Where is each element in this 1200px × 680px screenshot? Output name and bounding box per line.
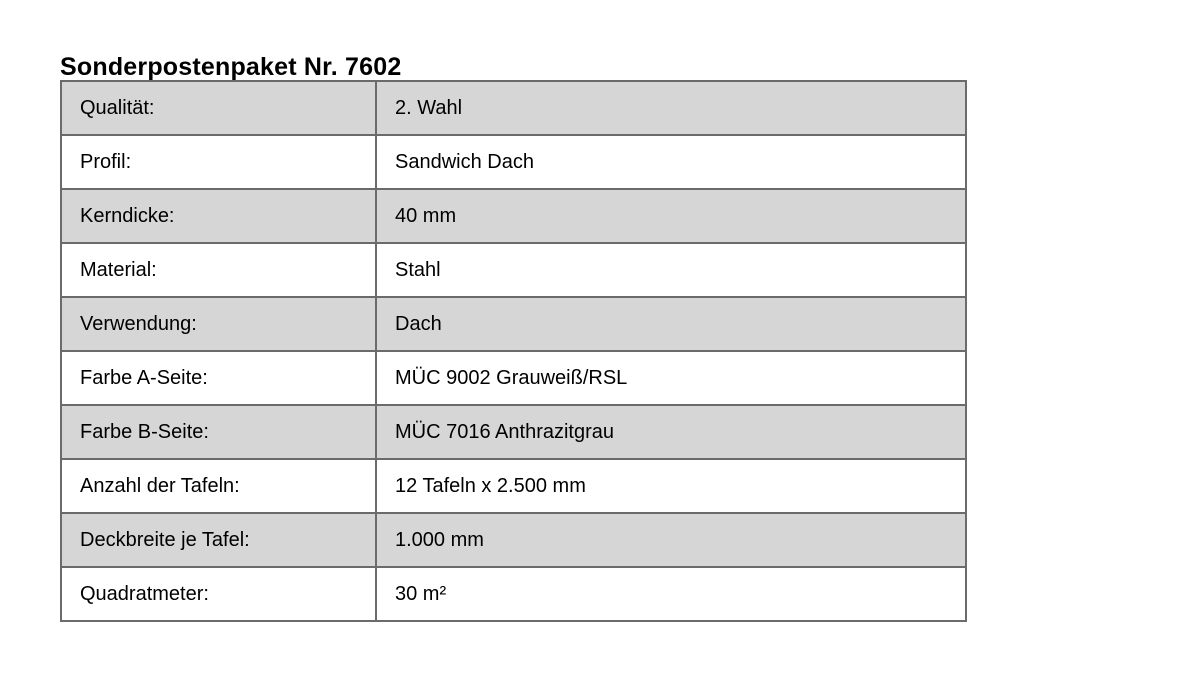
row-value: Dach [376,297,966,351]
row-label: Material: [61,243,376,297]
row-label: Qualität: [61,81,376,135]
row-value: 30 m² [376,567,966,621]
spec-table [60,80,967,622]
table-row [61,81,966,135]
table-row [61,459,966,513]
row-value: 12 Tafeln x 2.500 mm [376,459,966,513]
table-row [61,135,966,189]
row-value: Sandwich Dach [376,135,966,189]
row-label: Quadratmeter: [61,567,376,621]
table-row [61,243,966,297]
row-label: Anzahl der Tafeln: [61,459,376,513]
spec-table-body [61,81,966,621]
row-label: Deckbreite je Tafel: [61,513,376,567]
row-value: Stahl [376,243,966,297]
page-title: Sonderpostenpaket Nr. 7602 [60,52,402,81]
table-row [61,189,966,243]
row-label: Verwendung: [61,297,376,351]
row-value: MÜC 7016 Anthrazitgrau [376,405,966,459]
row-value: 40 mm [376,189,966,243]
row-value: 1.000 mm [376,513,966,567]
row-label: Profil: [61,135,376,189]
table-row [61,297,966,351]
row-value: 2. Wahl [376,81,966,135]
table-row [61,567,966,621]
row-label: Kerndicke: [61,189,376,243]
table-row [61,405,966,459]
row-label: Farbe B-Seite: [61,405,376,459]
row-label: Farbe A-Seite: [61,351,376,405]
row-value: MÜC 9002 Grauweiß/RSL [376,351,966,405]
table-row [61,351,966,405]
table-row [61,513,966,567]
